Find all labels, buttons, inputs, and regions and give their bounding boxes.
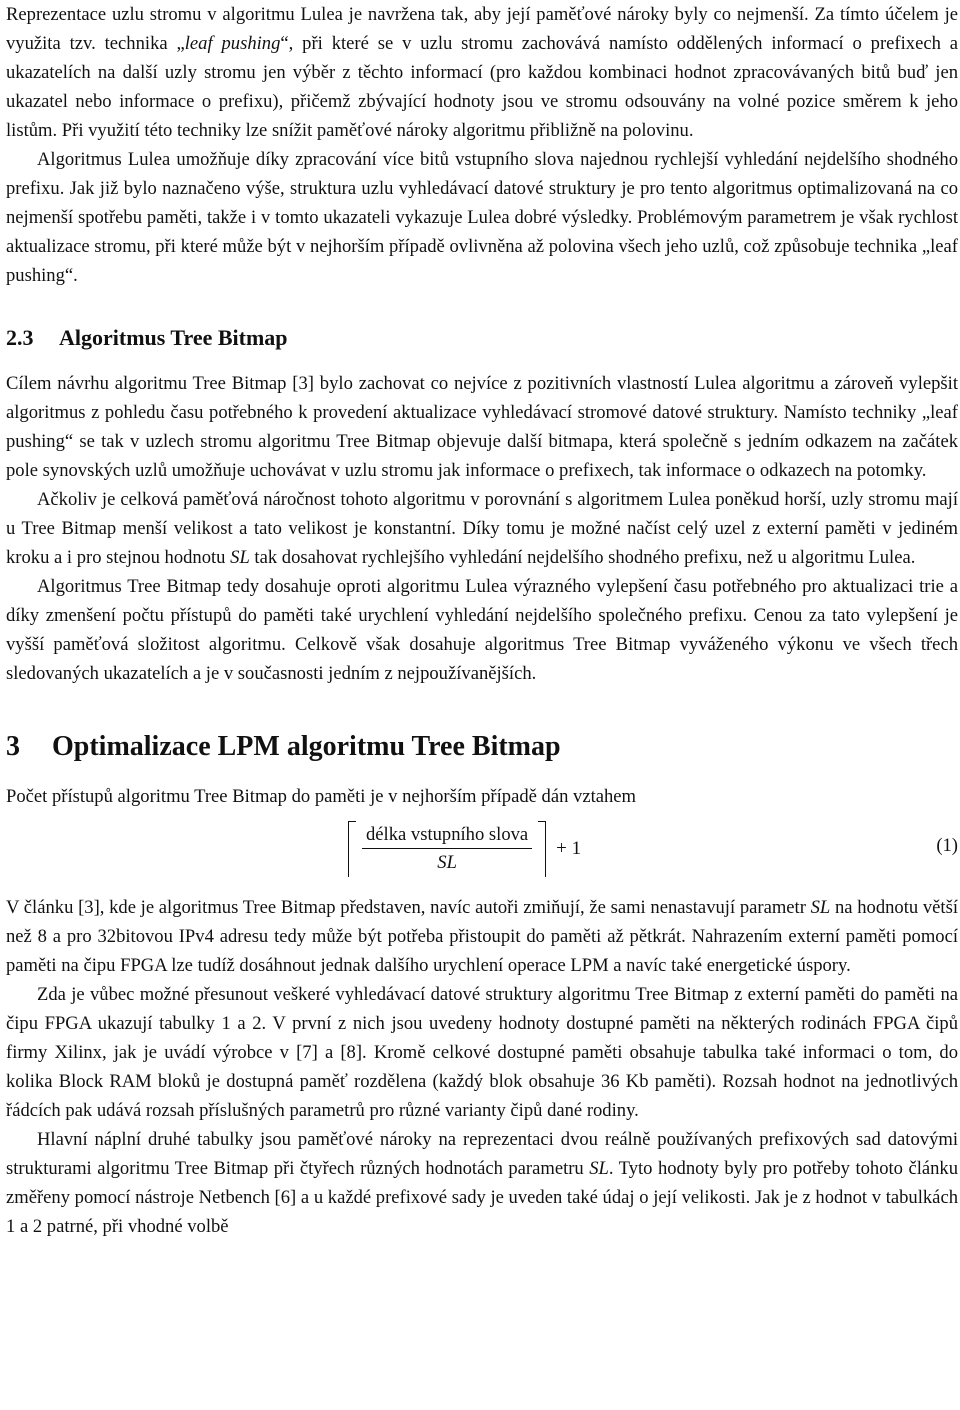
text-segment: Algoritmus Lulea umožňuje díky zpracování více bitů vstupního slova najednou rychlejší vyhledání nejdelšího shodného prefixu. Jak již bylo naznačeno výše, struktura uzlu vyhledávací datové struktury je pro tento algoritmus optimalizovaná na co nejmenší spotřebu paměti, takže i v tomto ukazateli vykazuje Lulea dobré výsledky. Problémovým parametrem je však rychlost aktualizace stromu, při které může být v nejhorším případě ovlivněna až polovina všech jeho uzlů, což způsobuje technika „leaf pushing“.	[6, 149, 958, 286]
ceil-bracket-left	[348, 821, 356, 877]
text-segment: Reprezentace uzlu stromu v algoritmu Lulea je navržena tak, aby její paměťové nároky byly co nejmenší. Za tímto účelem je využita tzv. technika „	[6, 4, 958, 54]
text-segment: Zda je vůbec možné přesunout veškeré vyhledávací datové struktury algoritmu Tree Bitmap z externí paměti do paměti na čipu FPGA ukazují tabulky 1 a 2. V první z nich jsou uvedeny hodnoty dostupné paměti na některých rodinách FPGA čipů firmy Xilinx, jak je uvádí výrobce v [7] a [8]. Kromě celkové dostupné paměti obsahuje tabulka také informaci o tom, do kolika Block RAM bloků je dostupná paměť rozdělena (každý blok obsahuje 36 Kb paměti). Rozsah hodnot na jednotlivých řádcích pak udává rozsah příslušných parametrů pro různé varianty čipů dané rodiny.	[6, 984, 958, 1121]
section-number: 2.3	[6, 325, 34, 350]
equation-1	[6, 817, 958, 889]
subsection-heading	[6, 323, 958, 353]
text-segment: na hodnotu větší než 8 a pro 32bitovou IPv4 adresu tedy může být potřeba přistoupit do paměti až pětkrát. Nahrazením externí paměti pomocí paměti na čipu FPGA lze tudíž dosáhnout jednak dalšího urychlení operace LPM a navíc také energetické úspory.	[6, 897, 958, 976]
section-title: Optimalizace LPM algoritmu Tree Bitmap	[52, 731, 561, 762]
math-sl: SL	[589, 1158, 609, 1179]
ceil-bracket-right	[538, 821, 546, 877]
paragraph-fpga-tables	[6, 980, 958, 1125]
paragraph-tree-bitmap-summary	[6, 572, 958, 688]
text-segment: Počet přístupů algoritmu Tree Bitmap do paměti je v nejhorším případě dán vztahem	[6, 786, 636, 807]
section-number: 3	[6, 731, 20, 762]
math-sl: SL	[810, 897, 831, 918]
section-title: Algoritmus Tree Bitmap	[59, 325, 288, 350]
equation-number: (1)	[936, 835, 958, 856]
section-heading	[6, 730, 958, 764]
equation-tail: + 1	[556, 838, 582, 859]
paragraph-tree-bitmap-memory	[6, 485, 958, 572]
equation-denominator: SL	[437, 851, 457, 873]
paragraph-second-table	[6, 1125, 958, 1241]
paragraph-lulea-node	[6, 0, 958, 145]
text-segment: Cílem návrhu algoritmu Tree Bitmap [3] bylo zachovat co nejvíce z pozitivních vlastností Lulea algoritmu a zároveň vylepšit algoritmus z pohledu času potřebného k provedení aktualizace vyhledávací stromové datové struktury. Namísto techniky „leaf pushing“ se tak v uzlech stromu algoritmu Tree Bitmap objevuje další bitmapa, která společně s jedním odkazem na začátek pole synovských uzlů umožňuje uchovávat v uzlu stromu jak informace o prefixech, tak informace o odkazech na potomky.	[6, 373, 958, 481]
text-segment: . Tyto hodnoty byly pro potřeby tohoto článku změřeny pomocí nástroje Netbench [6] a u každé prefixové sady je uveden také údaj o její velikosti. Jak je z hodnot v tabulkách 1 a 2 patrné, při vhodné volbě	[6, 1158, 959, 1237]
equation-body	[348, 819, 581, 879]
paragraph-memory-access	[6, 782, 958, 811]
paragraph-tree-bitmap-intro	[6, 369, 958, 485]
document-page	[6, 0, 958, 1241]
text-segment: tak dosahovat rychlejšího vyhledání nejdelšího shodného prefixu, než u algoritmu Lulea.	[249, 547, 916, 568]
text-segment: V článku [3], kde je algoritmus Tree Bitmap představen, navíc autoři zmiňují, že sami nenastavují parametr	[6, 897, 811, 918]
equation-fraction	[356, 822, 538, 877]
paragraph-sl-parameter	[6, 893, 958, 980]
paragraph-lulea-summary	[6, 145, 958, 290]
term-leaf-pushing: leaf pushing	[184, 33, 281, 54]
text-segment: Ačkoliv je celková paměťová náročnost tohoto algoritmu v porovnání s algoritmem Lulea poněkud horší, uzly stromu mají u Tree Bitmap menší velikost a tato velikost je konstantní. Díky tomu je možné načíst celý uzel z externí paměti v jediném kroku a i pro stejnou hodnotu	[6, 489, 958, 568]
text-segment: “, při které se v uzlu stromu zachovává namísto oddělených informací o prefixech a ukazatelích na další uzly stromu jen výběr z těchto informací (pro každou kombinaci hodnot zpracovávaných bitů buď jen ukazatel nebo informace o prefixu), přičemž zbývající hodnoty jsou ve stromu odsouvány na volné pozice směrem k jeho listům. Při využití této techniky lze snížit paměťové nároky algoritmu přibližně na polovinu.	[6, 33, 959, 141]
math-sl: SL	[230, 547, 250, 568]
text-segment: Algoritmus Tree Bitmap tedy dosahuje oproti algoritmu Lulea výrazného vylepšení času potřebného pro aktualizaci trie a díky zmenšení počtu přístupů do paměti také urychlení vyhledání nejdelšího společného prefixu. Cenou za tato vylepšení je vyšší paměťová složitost algoritmu. Celkově však dosahuje algoritmus Tree Bitmap vyváženého výkonu ve všech třech sledovaných ukazatelích a je v současnosti jedním z nejpoužívanějších.	[6, 576, 958, 684]
equation-numerator: délka vstupního slova	[366, 823, 529, 845]
text-segment: Hlavní náplní druhé tabulky jsou paměťové nároky na reprezentaci dvou reálně používaných prefixových sad datovými strukturami algoritmu Tree Bitmap při čtyřech různých hodnotách parametru	[6, 1129, 958, 1179]
